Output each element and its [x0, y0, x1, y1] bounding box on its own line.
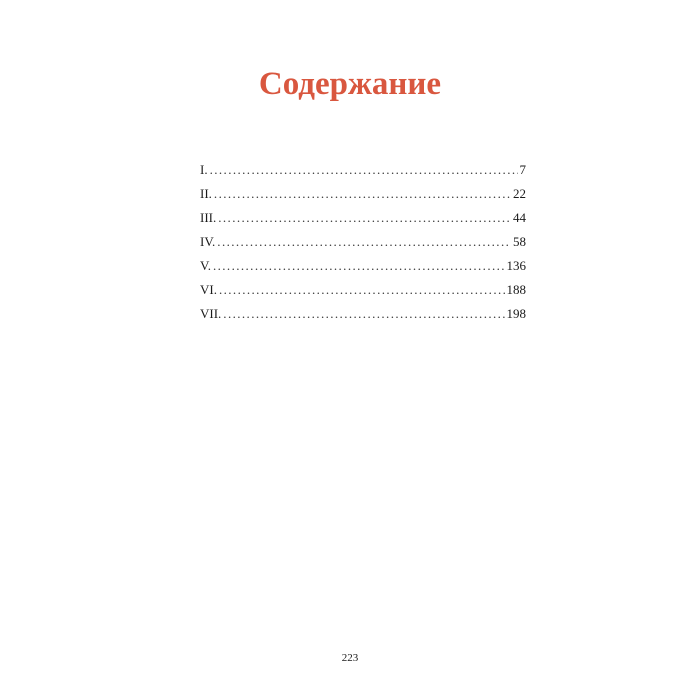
dot-leader	[214, 184, 511, 204]
toc-entry-4[interactable]	[200, 232, 526, 256]
toc-entry-label: V.	[200, 258, 211, 273]
toc-entry-6[interactable]	[200, 280, 526, 304]
toc-entry-label: III.	[200, 210, 217, 225]
toc-entry-page: 188	[506, 282, 526, 297]
toc-entry-page: 7	[519, 162, 526, 177]
dot-leader	[210, 160, 518, 180]
toc-entry-label: II.	[200, 186, 212, 201]
table-of-contents	[200, 160, 526, 328]
toc-entry-page: 198	[506, 306, 526, 321]
toc-entry-label: VI.	[200, 282, 217, 297]
toc-entry-1[interactable]	[200, 160, 526, 184]
toc-entry-page: 44	[513, 210, 526, 225]
dot-leader	[219, 280, 505, 300]
toc-entry-page: 22	[513, 186, 526, 201]
dot-leader	[217, 232, 511, 252]
toc-entry-3[interactable]	[200, 208, 526, 232]
dot-leader	[218, 208, 511, 228]
toc-entry-page: 58	[513, 234, 526, 249]
toc-entry-label: VII.	[200, 306, 222, 321]
toc-entry-5[interactable]	[200, 256, 526, 280]
page-number: 223	[341, 652, 359, 664]
page-title: Содержание	[258, 66, 442, 102]
toc-entry-label: IV.	[200, 234, 216, 249]
dot-leader	[213, 256, 505, 276]
toc-entry-page: 136	[506, 258, 526, 273]
toc-entry-7[interactable]	[200, 304, 526, 328]
toc-entry-label: I.	[200, 162, 208, 177]
toc-entry-2[interactable]	[200, 184, 526, 208]
dot-leader	[223, 304, 504, 324]
